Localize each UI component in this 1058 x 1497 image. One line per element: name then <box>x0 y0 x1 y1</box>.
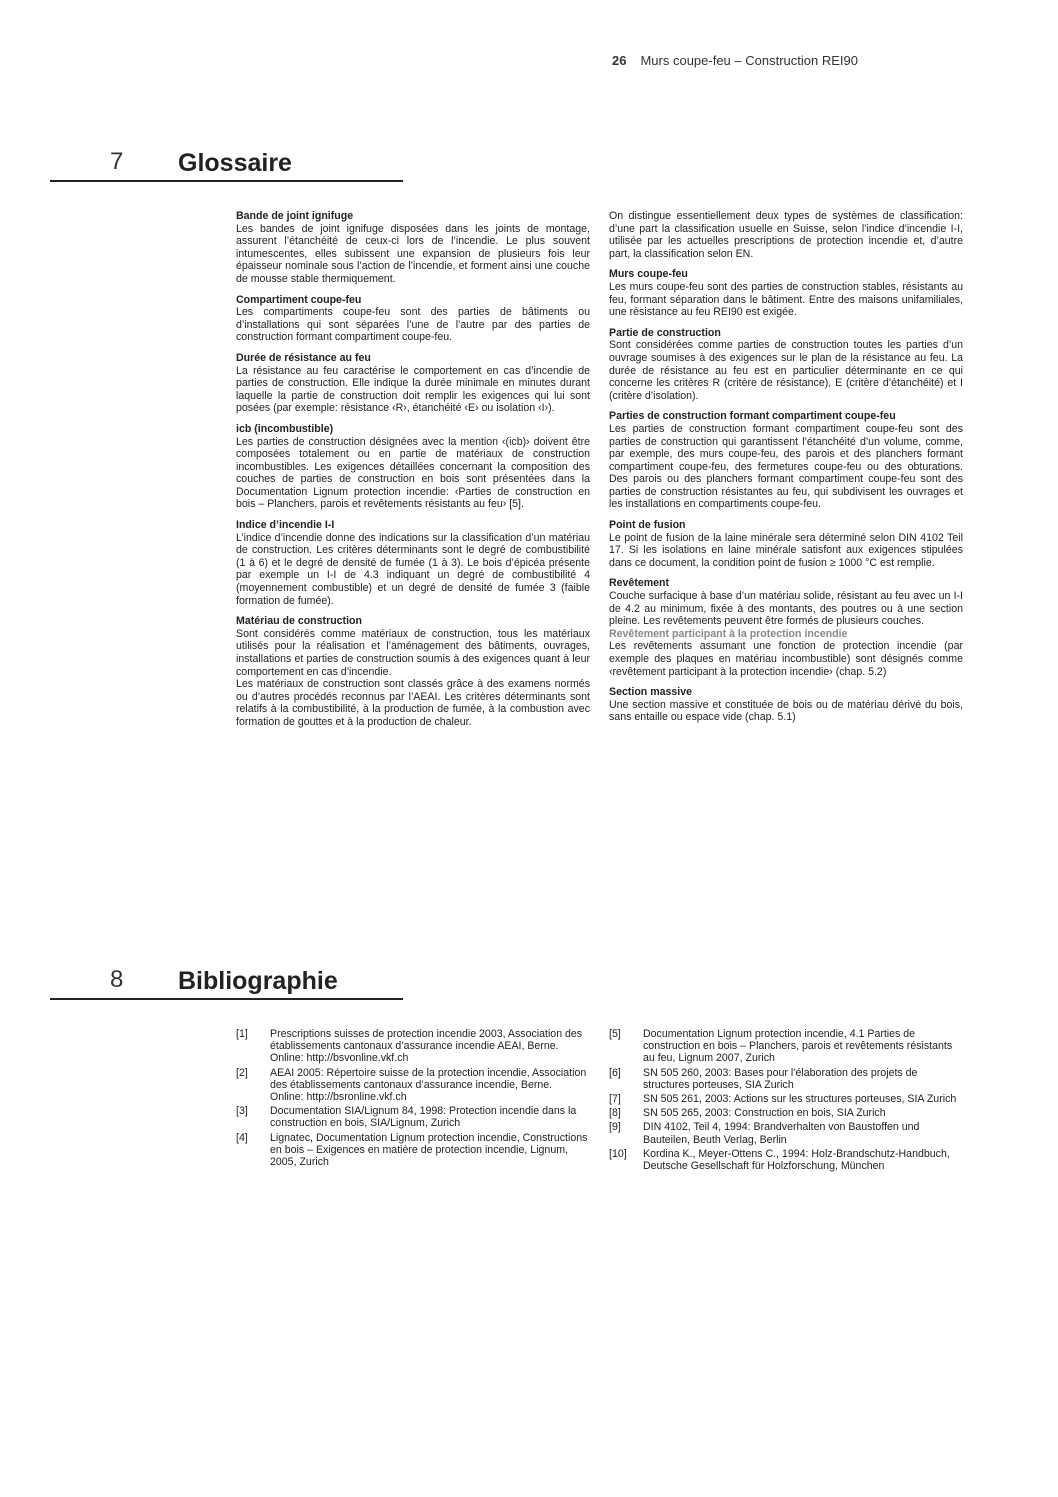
reference-number: [10] <box>609 1147 627 1160</box>
section-number: 7 <box>110 148 124 175</box>
reference-text: SN 505 265, 2003: Construction en bois, SIA Zurich <box>643 1107 886 1120</box>
reference-number: [1] <box>236 1028 248 1040</box>
glossary-term: Durée de résistance au feu <box>236 351 371 364</box>
reference-text: Lignatec, Documentation Lignum protection incendie, Constructions en bois – Exigences en matière de protection incendie, Lignum, 2005, Zurich <box>270 1131 588 1169</box>
reference-number: [6] <box>609 1066 621 1079</box>
bibliography-column-right <box>609 1028 961 1174</box>
section-number: 8 <box>110 966 124 993</box>
glossary-entry <box>236 423 590 511</box>
glossary-entry <box>609 577 963 678</box>
bibliography-entry <box>236 1105 588 1129</box>
reference-text: SN 505 261, 2003: Actions sur les structures porteuses, SIA Zurich <box>643 1093 957 1106</box>
glossary-entry <box>236 352 590 415</box>
bibliography-entry <box>236 1028 588 1065</box>
glossary-term: Indice d’incendie I-I <box>236 519 335 532</box>
glossary-term: Partie de construction <box>609 326 721 339</box>
reference-number: [9] <box>609 1121 621 1134</box>
reference-number: [2] <box>236 1066 248 1079</box>
glossary-definition: Les parties de construction désignées avec la mention ‹(icb)› doivent être composées totalement ou en partie de matériaux de construction incombustibles. Les exigences détaillées concernant la composition des couches de parties de construction en bois sont présentées dans la Documentation Lignum protection incendie: ‹Parties de construction en bois – Planchers, parois et revêtements résistants au feu› [5]. <box>236 435 590 511</box>
glossary-definition: Une section massive et constituée de bois ou de matériau dérivé du bois, sans entaille ou espace vide (chap. 5.1) <box>609 698 963 724</box>
glossary-heading <box>50 148 403 182</box>
bibliography-entry <box>609 1121 961 1145</box>
page-header <box>612 53 858 68</box>
glossary-subterm: Revêtement participant à la protection incendie <box>609 627 848 640</box>
bibliography-entry <box>609 1107 961 1119</box>
glossary-entry <box>236 210 590 286</box>
glossary-definition: Le point de fusion de la laine minérale sera déterminé selon DIN 4102 Teil 17. Si les isolations en laine minérale satisfont aux exigences stipulées dans ce document, la condition point de fusion ≥ 1000 °C est remplie. <box>609 531 963 569</box>
reference-text: Kordina K., Meyer-Ottens C., 1994: Holz-Brandschutz-Handbuch, Deutsche Gesellschaft für Holzforschung, München <box>643 1147 950 1173</box>
glossary-definition: Les matériaux de construction sont classés grâce à des examens normés ou d’autres procédés reconnus par l’AEAI. Les critères déterminants sont relatifs à la combustibilité, à la production de fumée, à la combustion avec formation de gouttes et à la production de chaleur. <box>236 678 590 728</box>
glossary-entry <box>609 210 963 260</box>
reference-number: [7] <box>609 1093 621 1106</box>
glossary-definition: Sont considérés comme matériaux de construction, tous les matériaux utilisés pour la réalisation et l’aménagement des bâtiments, ouvrages, installations et parties de construction soumis à des exigences quant à leur comportement en cas d’incendie. <box>236 627 590 678</box>
bibliography-heading <box>50 966 403 1000</box>
glossary-definition: L’indice d’incendie donne des indications sur la classification d’un matériau de construction. Les critères déterminants sont le degré de combustibilité (1 à 6) et le degré de densité de fumée (1 à 3). Le bois d’épicéa présente par exemple un I-I de 4.3 indiquant un degré de combustibilité 4 (moyennement combustible) et un degré de densité de fumée 3 (faible formation de fumée). <box>236 531 590 607</box>
reference-number: [4] <box>236 1131 248 1144</box>
glossary-column-right <box>609 210 963 732</box>
reference-number: [3] <box>236 1105 248 1118</box>
bibliography-entry <box>236 1132 588 1169</box>
glossary-term: Bande de joint ignifuge <box>236 210 354 222</box>
reference-text: AEAI 2005: Répertoire suisse de la protection incendie, Association des établissements cantonaux d’assurance incendie, Berne. Online: http://bsronline.vkf.ch <box>270 1066 587 1104</box>
glossary-definition: Les revêtements assumant une fonction de protection incendie (par exemple des plaques en matériau incombustible) sont désignés comme ‹revêtement participant à la protection incendie› (chap. 5.2) <box>609 640 963 678</box>
glossary-entry <box>236 615 590 728</box>
glossary-entry <box>236 294 590 344</box>
section-title: Bibliographie <box>178 967 338 995</box>
reference-text: DIN 4102, Teil 4, 1994: Brandverhalten von Baustoffen und Bauteilen, Beuth Verlag, Berlin <box>643 1121 920 1146</box>
glossary-definition: Sont considérées comme parties de construction toutes les parties d’un ouvrage soumises à des exigences sur le plan de la résistance au feu. La durée de résistance au feu est en particulier déterminante en ce qui concerne les critères R (critère de résistance), E (critère d’étanchéité) et I (critère d’isolation). <box>609 339 963 402</box>
reference-number: [8] <box>609 1107 621 1120</box>
glossary-definition: On distingue essentiellement deux types de systèmes de classification: d’une part la classification usuelle en Suisse, selon l’indice d’incendie I-I, utilisée par les actuelles prescriptions de protection incendie et, d’autre part, la classification selon EN. <box>609 210 963 260</box>
glossary-term: Section massive <box>609 686 693 699</box>
glossary-definition: Les compartiments coupe-feu sont des parties de bâtiments ou d’installations qui sont séparées l’une de l’autre par des parties de construction formant compartiment coupe-feu. <box>236 306 590 344</box>
bibliography-entry <box>609 1028 961 1065</box>
reference-text: Documentation SIA/Lignum 84, 1998: Protection incendie dans la construction en bois, SIA/Lignum, Zurich <box>270 1105 577 1130</box>
glossary-term: Matériau de construction <box>236 615 362 628</box>
glossary-definition: Couche surfacique à base d’un matériau solide, résistant au feu avec un I-I de 4.2 au minimum, fixée à des montants, des poutres ou à une section pleine. Les revêtements peuvent être formés de plusieurs couches. <box>609 590 963 628</box>
glossary-entry <box>609 410 963 511</box>
glossary-entry <box>609 519 963 569</box>
section-title: Glossaire <box>178 149 292 177</box>
bibliography-entry <box>236 1067 588 1104</box>
reference-text: SN 505 260, 2003: Bases pour l’élaboration des projets de structures porteuses, SIA Zurich <box>643 1066 918 1091</box>
glossary-entry <box>609 686 963 724</box>
reference-number: [5] <box>609 1028 621 1040</box>
running-title: Murs coupe-feu – Construction REI90 <box>640 53 858 68</box>
bibliography-entry <box>609 1148 961 1172</box>
glossary-entry <box>236 519 590 607</box>
glossary-definition: Les bandes de joint ignifuge disposées dans les joints de montage, assurent l’étanchéité de ceux-ci lors de l’incendie. Le plus souvent intumescentes, elles subissent une expansion de plusieurs fois leur épaisseur nominale sous l’action de l’incendie, et forment ainsi une couche de mousse stable thermiquement. <box>236 222 590 285</box>
glossary-term: Revêtement <box>609 577 670 590</box>
glossary-term: Point de fusion <box>609 519 686 532</box>
reference-text: Prescriptions suisses de protection incendie 2003, Association des établissements cantonaux d’assurance incendie AEAI, Berne. Online: http://bsvonline.vkf.ch <box>270 1028 583 1065</box>
glossary-term: Murs coupe-feu <box>609 268 688 281</box>
bibliography-entry <box>609 1067 961 1091</box>
glossary-definition: La résistance au feu caractérise le comportement en cas d’incendie de parties de construction. Elle indique la durée minimale en minutes durant laquelle la partie de construction doit remplir les exigences qui lui sont posées (par exemple: résistance ‹R›, étanchéité ‹E› ou isolation ‹I›). <box>236 364 590 415</box>
glossary-entry <box>609 327 963 403</box>
glossary-entry <box>609 268 963 318</box>
glossary-column-left <box>236 210 590 737</box>
page-number: 26 <box>612 53 627 68</box>
reference-text: Documentation Lignum protection incendie, 4.1 Parties de construction en bois – Planchers, parois et revêtements résistants au feu, Lignum 2007, Zurich <box>643 1028 953 1065</box>
glossary-term: Compartiment coupe-feu <box>236 293 362 306</box>
glossary-definition: Les parties de construction formant compartiment coupe-feu sont des parties de construction qui garantissent l’étanchéité d’un volume, comme, par exemple, des murs coupe-feu, des parois et des planchers formant compartiment coupe-feu, des fermetures coupe-feu ou des obturations. Des parois ou des planchers formant compartiment coupe-feu sont des parties de construction résistantes au feu, qui subdivisent les ouvrages et les installations en compartiments coupe-feu. <box>609 422 963 511</box>
glossary-definition: Les murs coupe-feu sont des parties de construction stables, résistants au feu, formant séparation dans le bâtiment. Entre des maisons unifamiliales, une résistance au feu REI90 est exigée. <box>609 280 963 319</box>
glossary-term: Parties de construction formant compartiment coupe-feu <box>609 410 896 423</box>
bibliography-column-left <box>236 1028 588 1170</box>
bibliography-entry <box>609 1093 961 1105</box>
glossary-term: icb (incombustible) <box>236 422 334 435</box>
